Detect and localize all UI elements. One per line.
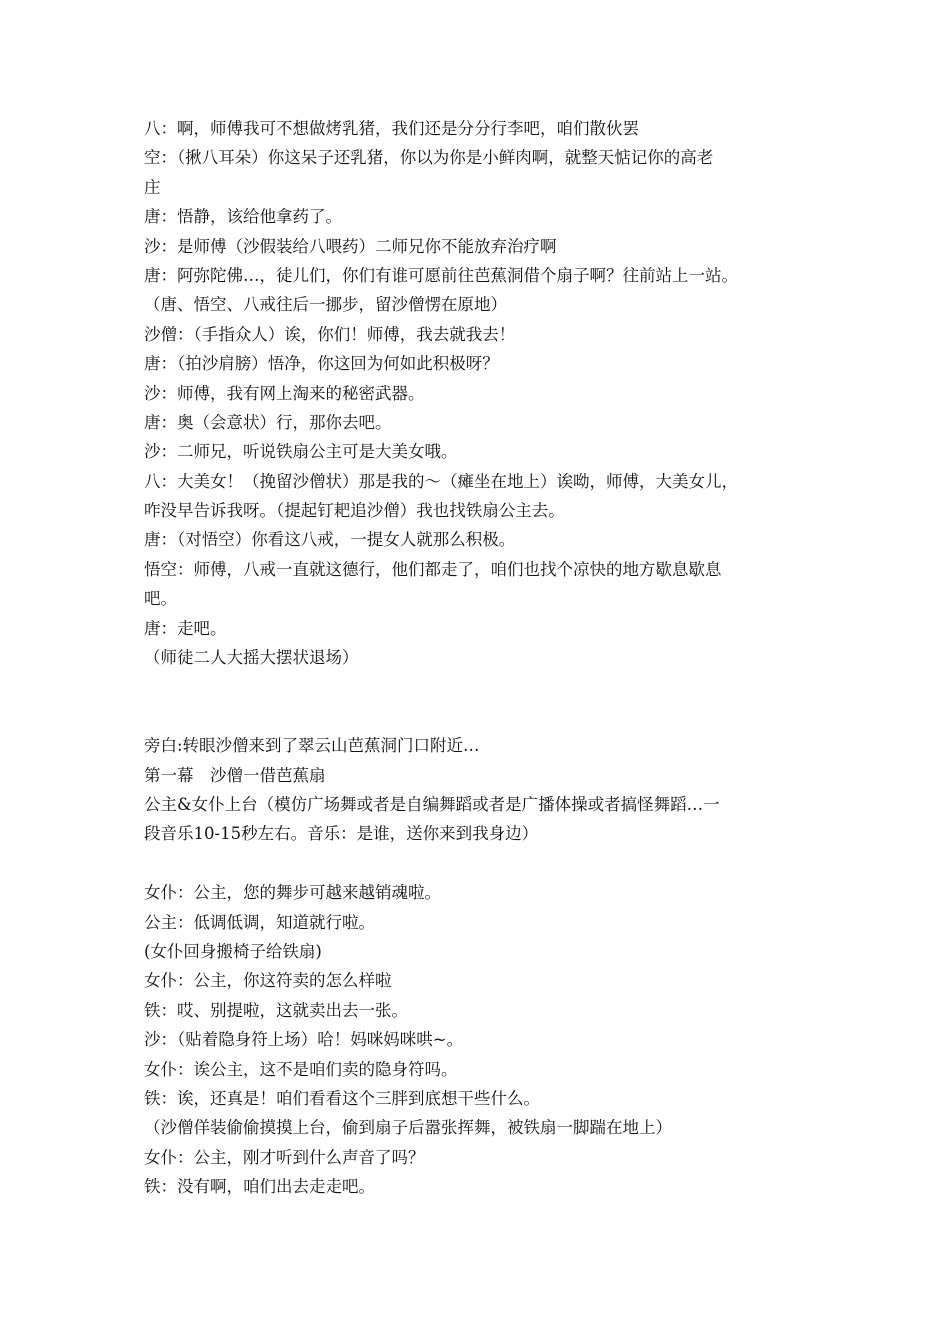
script-line: 沙：二师兄，听说铁扇公主可是大美女哦。	[144, 442, 458, 462]
script-line: 悟空：师傅，八戒一直就这德行，他们都走了，咱们也找个凉快的地方歇息歇息	[144, 559, 722, 579]
script-line: 沙：是师傅（沙假装给八喂药）二师兄你不能放弃治疗啊	[144, 236, 557, 256]
script-line: 唐：悟静，该给他拿药了。	[144, 207, 342, 227]
script-line: 咋没早告诉我呀。（提起钉耙追沙僧）我也找铁扇公主去。	[144, 501, 565, 521]
stage-direction: (女仆回身搬椅子给铁扇)	[144, 941, 322, 961]
stage-direction: （师徒二人大摇大摆状退场）	[144, 648, 359, 668]
stage-direction: （唐、悟空、八戒往后一挪步，留沙僧愣在原地）	[144, 295, 507, 315]
script-line: 沙：师傅，我有网上淘来的秘密武器。	[144, 383, 425, 403]
narration-line: 旁白:转眼沙僧来到了翠云山芭蕉洞门口附近…	[144, 736, 480, 756]
blank-line	[144, 849, 816, 878]
script-line: 公主：低调低调，知道就行啦。	[144, 912, 375, 932]
script-line: 女仆：公主，您的舞步可越来越销魂啦。	[144, 883, 441, 903]
script-line: 八：大美女！（挽留沙僧状）那是我的～（瘫坐在地上）诶呦，师傅，大美女儿，	[144, 471, 738, 491]
script-line: 铁：哎、别提啦，这就卖出去一张。	[144, 1000, 408, 1020]
script-line: 沙：（贴着隐身符上场）哈！妈咪妈咪哄~。	[144, 1030, 464, 1050]
script-line: 女仆：公主，刚才听到什么声音了吗？	[144, 1147, 425, 1167]
script-page	[144, 114, 816, 1201]
script-line: 唐：（对悟空）你看这八戒，一提女人就那么积极。	[144, 530, 516, 550]
script-line: 庄	[144, 177, 161, 197]
stage-direction: （沙僧佯装偷偷摸摸上台，偷到扇子后嚣张挥舞，被铁扇一脚踹在地上）	[144, 1118, 672, 1138]
script-line: 空：（揪八耳朵）你这呆子还乳猪，你以为你是小鲜肉啊，就整天惦记你的高老	[144, 148, 714, 168]
script-line: 八：啊，师傅我可不想做烤乳猪，我们还是分分行李吧，咱们散伙罢	[144, 119, 639, 138]
blank-line	[144, 702, 816, 731]
stage-direction: 段音乐10-15秒左右。音乐：是谁，送你来到我身边）	[144, 824, 539, 844]
script-line: 吧。	[144, 589, 177, 609]
script-line: 女仆：公主，你这符卖的怎么样啦	[144, 971, 392, 991]
script-line: 铁：诶，还真是！咱们看看这个三胖到底想干些什么。	[144, 1088, 540, 1108]
stage-direction: 公主&女仆上台（模仿广场舞或者是自编舞蹈或者是广播体操或者搞怪舞蹈…一	[144, 794, 720, 814]
blank-line	[144, 672, 816, 701]
script-line: 唐：走吧。	[144, 618, 227, 638]
script-line: 女仆：诶公主，这不是咱们卖的隐身符吗。	[144, 1059, 458, 1079]
act-heading: 第一幕 沙僧一借芭蕉扇	[144, 765, 326, 785]
script-line: 沙僧：（手指众人）诶，你们！师傅，我去就我去！	[144, 324, 516, 344]
script-line: 唐：阿弥陀佛…，徒儿们，你们有谁可愿前往芭蕉洞借个扇子啊？往前站上一站。	[144, 265, 738, 285]
script-line: 铁：没有啊，咱们出去走走吧。	[144, 1177, 375, 1197]
script-line: 唐：（拍沙肩膀）悟净，你这回为何如此积极呀？	[144, 354, 499, 374]
script-line: 唐：奥（会意状）行，那你去吧。	[144, 412, 392, 432]
